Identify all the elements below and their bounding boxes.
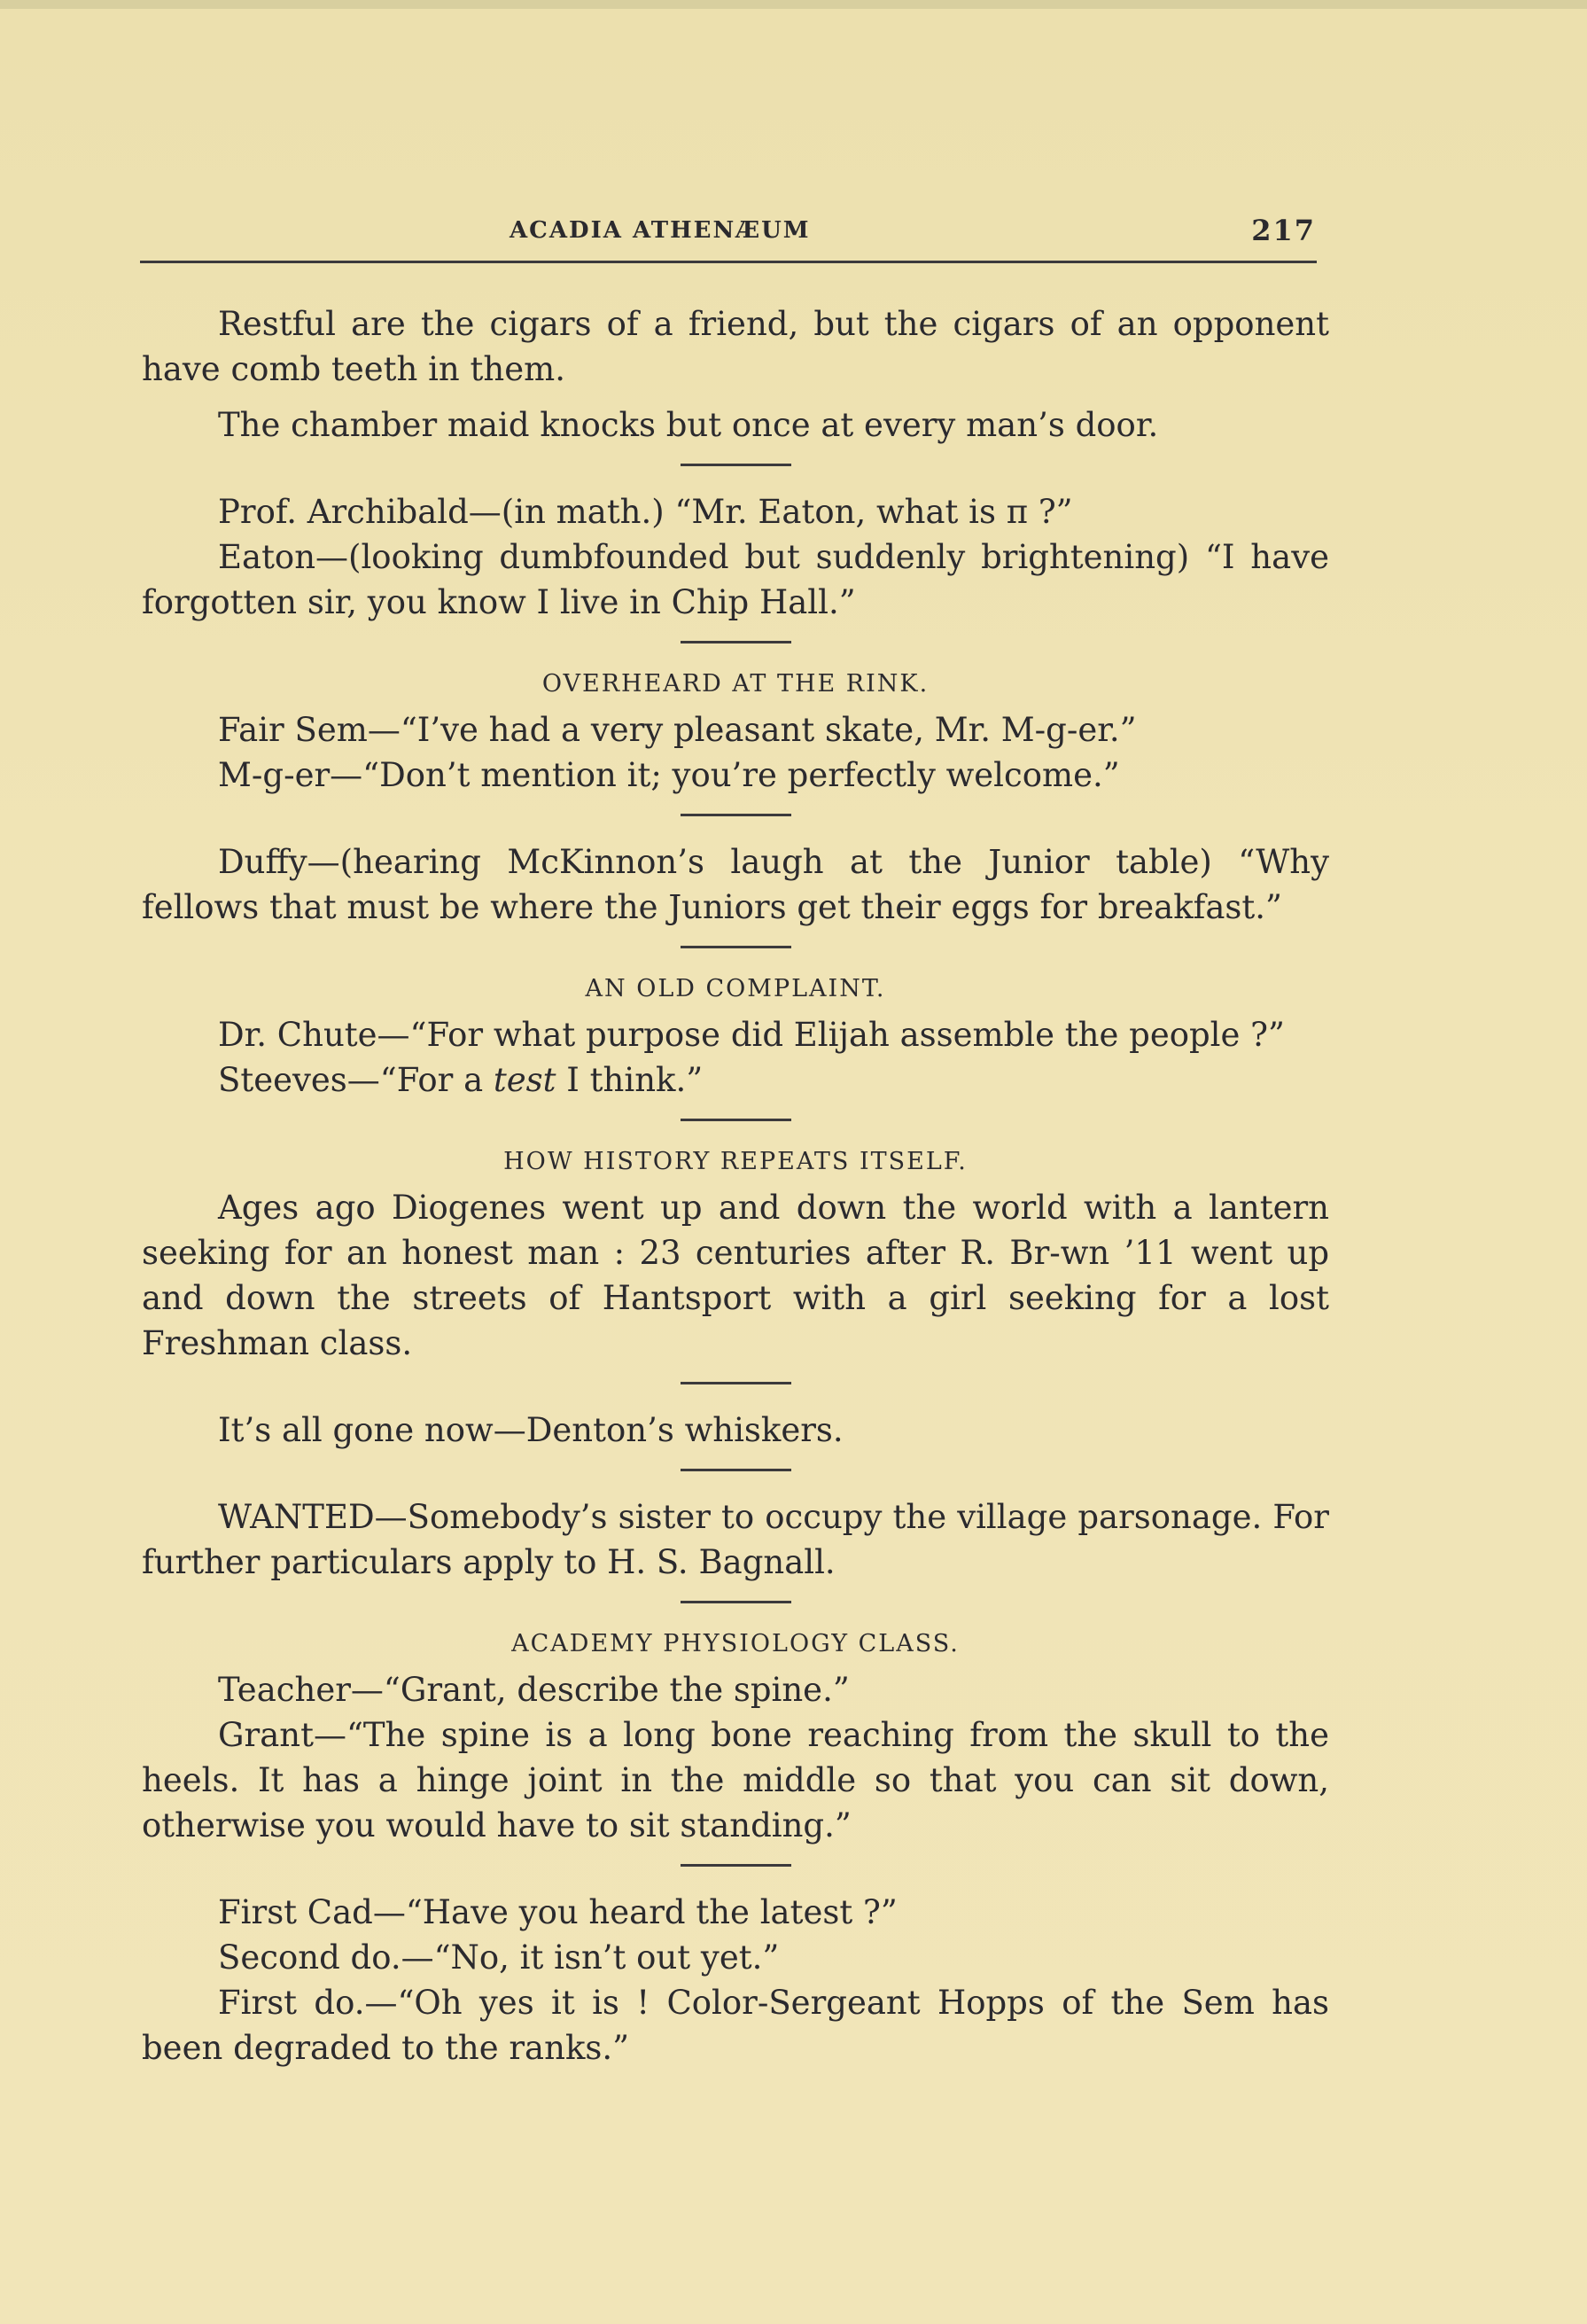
divider-rule <box>681 1119 791 1121</box>
paragraph-grant: Grant—“The spine is a long bone reaching from the skull to the heels. It has a hinge joint in the middle so that you can sit down, otherwise you would have to sit standing.” <box>142 1716 1329 1844</box>
paragraph-cigars: Restful are the cigars of a friend, but the cigars of an opponent have comb teeth in them. <box>142 305 1329 388</box>
divider-rule <box>681 641 791 643</box>
paragraph-mger: M-g-er—“Don’t mention it; you’re perfectly welcome.” <box>218 756 1120 794</box>
paragraph-second-do: Second do.—“No, it isn’t out yet.” <box>218 1938 780 1977</box>
journal-title: ACADIA ATHENÆUM <box>510 217 811 244</box>
running-header <box>142 214 1316 253</box>
paragraph-first-cad: First Cad—“Have you heard the latest ?” <box>218 1893 898 1931</box>
steeves-text-a: Steeves—“For a <box>218 1061 494 1099</box>
divider-rule <box>681 1864 791 1867</box>
page-top-edge <box>0 0 1587 9</box>
page-number: 217 <box>1251 214 1316 247</box>
paragraph-duffy: Duffy—(hearing McKinnon’s laugh at the Junior table) “Why fellows that must be where the Juniors get their eggs for breakfast.” <box>142 843 1329 926</box>
divider-rule <box>681 1382 791 1384</box>
steeves-text-b: I think.” <box>556 1061 704 1099</box>
page-content <box>142 301 1329 2071</box>
divider-rule <box>681 814 791 816</box>
header-rule <box>140 261 1317 263</box>
section-heading-complaint: AN OLD COMPLAINT. <box>585 975 886 1002</box>
paragraph-eaton: Eaton—(looking dumbfounded but suddenly brightening) “I have forgotten sir, you know I live in Chip Hall.” <box>142 538 1329 621</box>
divider-rule <box>681 1469 791 1471</box>
paragraph-first-do: First do.—“Oh yes it is ! Color-Sergeant Hopps of the Sem has been degraded to the ranks.” <box>142 1984 1329 2067</box>
paragraph-denton: It’s all gone now—Denton’s whiskers. <box>218 1411 844 1449</box>
divider-rule <box>681 946 791 948</box>
paragraph-teacher: Teacher—“Grant, describe the spine.” <box>218 1671 850 1709</box>
paragraph-steeves <box>142 1057 1329 1103</box>
steeves-italic-word: test <box>493 1061 556 1099</box>
section-heading-history: HOW HISTORY REPEATS ITSELF. <box>503 1148 968 1175</box>
paragraph-fair-sem: Fair Sem—“I’ve had a very pleasant skate, Mr. M-g-er.” <box>218 711 1137 749</box>
paragraph-archibald: Prof. Archibald—(in math.) “Mr. Eaton, what is π ?” <box>218 493 1073 531</box>
paragraph-diogenes: Ages ago Diogenes went up and down the world with a lantern seeking for an honest man : 23 centuries after R. Br-wn ’11 went up and down the streets of Hantsport with a girl seeking for a lost Freshman class. <box>142 1189 1329 1362</box>
paragraph-chamber-maid: The chamber maid knocks but once at every man’s door. <box>218 406 1159 444</box>
divider-rule <box>681 464 791 466</box>
paragraph-wanted: WANTED—Somebody’s sister to occupy the village parsonage. For further particulars apply to H. S. Bagnall. <box>142 1498 1329 1581</box>
section-heading-rink: OVERHEARD AT THE RINK. <box>541 670 930 698</box>
paragraph-chute: Dr. Chute—“For what purpose did Elijah assemble the people ?” <box>218 1016 1285 1054</box>
section-heading-physiology: ACADEMY PHYSIOLOGY CLASS. <box>511 1630 960 1657</box>
divider-rule <box>681 1601 791 1603</box>
